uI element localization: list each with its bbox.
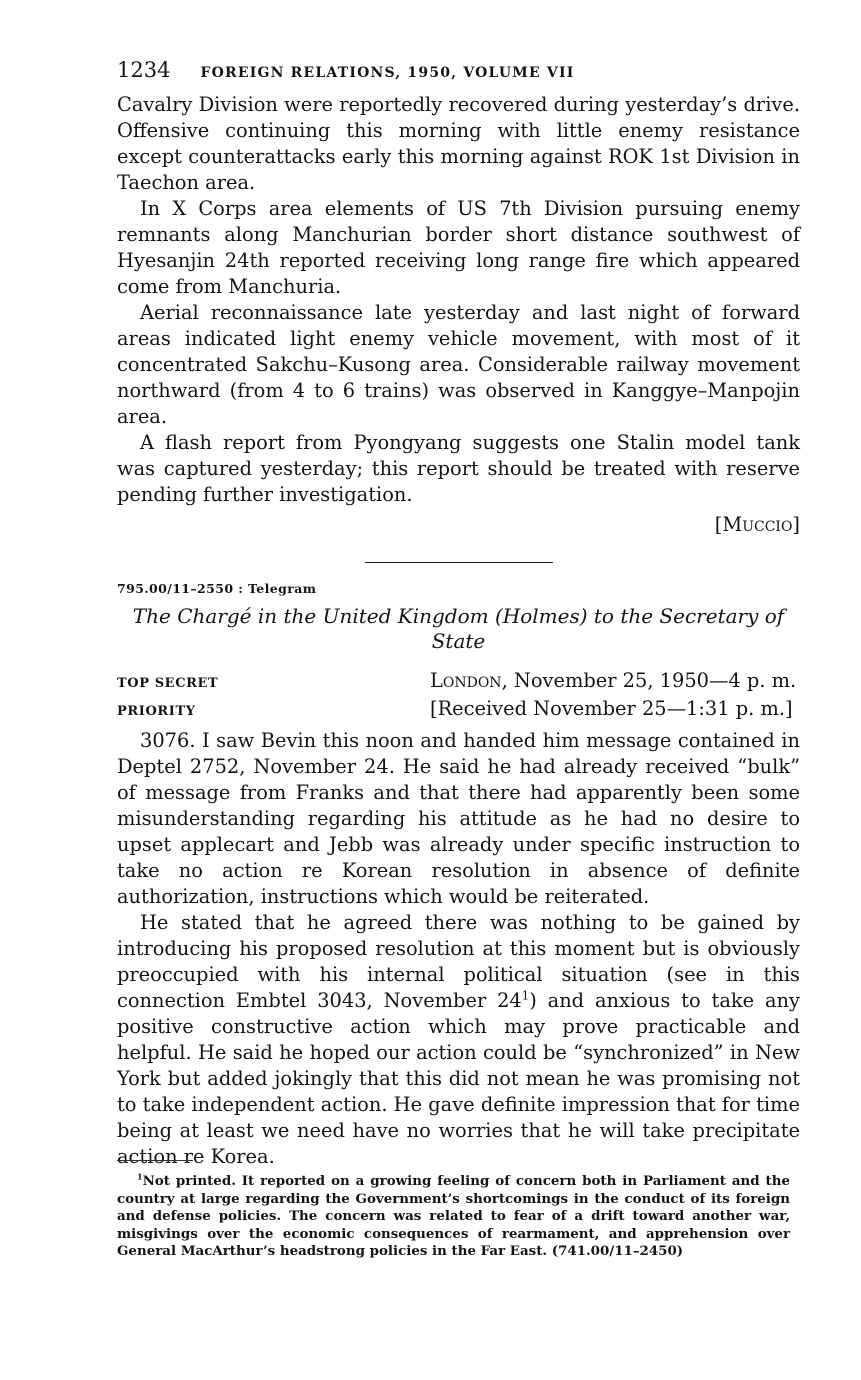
place: London (430, 669, 502, 692)
precedence: PRIORITY (117, 704, 196, 719)
footnote-reference: 1 (521, 988, 530, 1003)
continued-paragraph-1: Cavalry Division were reportedly recovered during yesterday’s drive. Offensive continuing this morning with little enemy resistance except counterattacks early this morning against ROK 1st Division in Taechon area. (117, 93, 800, 194)
paragraph-2-start: He stated that he agreed there was nothing to be gained by introducing his proposed resolution at this moment but is obviously preoccupied with his internal political situation (see in this connection Embtel 3043, November 24 (117, 911, 800, 1012)
section-divider (365, 562, 553, 563)
continued-paragraph-2: In X Corps area elements of US 7th Division pursuing enemy remnants along Manchurian border short distance southwest of Hyesanjin 24th reported receiving long range fire which appeared come from Manchuria. (117, 197, 800, 298)
document-title: The Chargé in the United Kingdom (Holmes) to the Secretary of State (132, 604, 785, 653)
footnote-rule (117, 1160, 193, 1161)
page-number: 1234 (117, 58, 171, 82)
continued-paragraph-4: A flash report from Pyongyang suggests one Stalin model tank was captured yesterday; this report should be treated with reserve pending further investigation. (117, 431, 800, 506)
date-time: , November 25, 1950—4 p. m. (501, 669, 797, 692)
signature-line (117, 512, 800, 538)
telegram-meta (117, 668, 800, 724)
telegram-paragraph-1: 3076. I saw Bevin this noon and handed him message contained in Deptel 2752, November 24. He said he had already received “bulk” of message from Franks and that there had apparently been some misunderstanding regarding his attitude as he had no desire to upset applecart and Jebb was already under specific instruction to take no action re Korean resolution in absence of definite authorization, instructions which would be reiterated. (117, 729, 800, 908)
running-head: FOREIGN RELATIONS, 1950, VOLUME VII (200, 65, 575, 81)
telegram-paragraph-2 (117, 910, 800, 1170)
classification: TOP SECRET (117, 676, 219, 691)
received-line: [Received November 25—1:31 p. m.] (430, 697, 793, 720)
file-code: 795.00/11–2550 : Telegram (117, 581, 317, 596)
page-header (117, 58, 800, 92)
meta-row-1 (117, 668, 800, 696)
signature: [Muccio] (714, 513, 800, 536)
footnote-marker: 1 (137, 1171, 143, 1182)
meta-row-2 (117, 696, 800, 724)
dateline (430, 668, 800, 693)
footnotes (117, 1160, 790, 1261)
document-page (117, 58, 800, 1170)
footnote-1 (117, 1173, 790, 1261)
continued-paragraph-3: Aerial reconnaissance late yesterday and last night of forward areas indicated light enemy vehicle movement, with most of it concentrated Sakchu–Kusong area. Considerable railway movement northward (from 4 to 6 trains) was observed in Kanggye–Manpojin area. (117, 301, 800, 428)
paragraph-2-end: ) and anxious to take any positive constructive action which may prove practicable and helpful. He said he hoped our action could be “synchronized” in New York but added jokingly that this did not mean he was promising not to take independent action. He gave definite impression that for time being at least we need have no worries that he will take precipitate action re Korea. (117, 989, 800, 1168)
footnote-text: Not printed. It reported on a growing feeling of concern both in Parliament and the country at large regarding the Government’s shortcomings in the conduct of its foreign and defense policies. The concern was related to fear of a drift toward another war, misgivings over the economic consequences of rearmament, and apprehension over General MacArthur’s headstrong policies in the Far East. (741.00/11–2450) (117, 1173, 790, 1259)
